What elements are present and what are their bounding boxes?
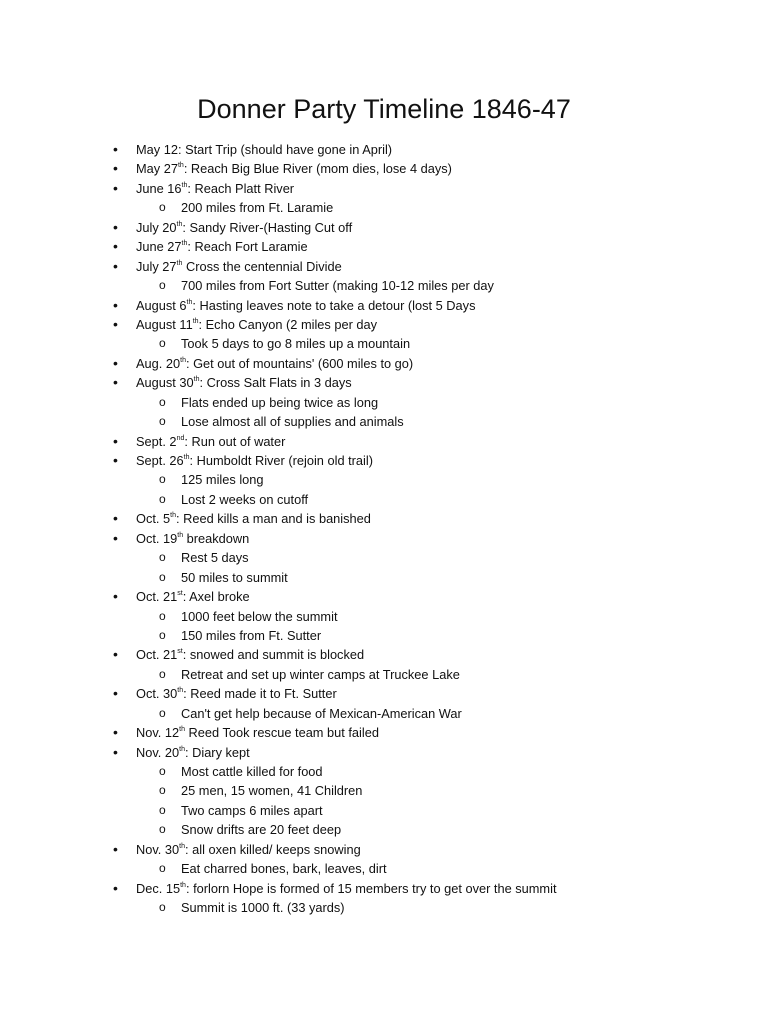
ordinal-suffix: th (181, 181, 188, 189)
entry-text (181, 762, 323, 781)
ordinal-suffix: th (180, 881, 186, 889)
entry-text-main: 50 miles to summit (181, 569, 288, 585)
entry-text (136, 723, 379, 742)
entry-text (181, 704, 462, 723)
entry-text-main: Snow drifts are 20 feet deep (181, 822, 342, 838)
entry-text-rest: : Humboldt River (rejoin old trail) (189, 453, 373, 468)
ordinal-suffix: th (176, 220, 183, 228)
entry-text-rest: : Axel broke (182, 589, 250, 605)
entry-text-rest: Cross the centennial Divide (182, 258, 342, 274)
entry-text-main: Flats ended up being twice as long (181, 394, 379, 410)
entry-text-rest: : Cross Salt Flats in 3 days (199, 375, 352, 391)
hollow-circle-bullet-icon: o (159, 550, 166, 565)
entry-text-main: 125 miles long (181, 472, 264, 488)
entry-text-rest: breakdown (183, 530, 250, 546)
filled-bullet-icon: • (113, 354, 118, 371)
filled-bullet-icon: • (113, 296, 118, 313)
hollow-circle-bullet-icon: o (159, 705, 166, 720)
filled-bullet-icon: • (113, 452, 118, 468)
entry-text-rest: : Diary kept (185, 744, 250, 760)
entry-text-main: June 16 (136, 180, 182, 196)
entry-text-main: Sept. 26 (136, 453, 184, 468)
entry-text-rest: : snowed and summit is blocked (182, 647, 365, 663)
ordinal-suffix: th (177, 687, 184, 695)
ordinal-suffix: nd (176, 434, 185, 442)
entry-text-rest: : Reach Platt River (187, 180, 295, 196)
entry-text (181, 490, 308, 509)
entry-text (181, 898, 345, 917)
hollow-circle-bullet-icon: o (159, 822, 166, 837)
hollow-circle-bullet-icon: o (159, 666, 166, 681)
hollow-circle-bullet-icon: o (159, 608, 166, 623)
entry-text-main: Retreat and set up winter camps at Truckee Lake (181, 666, 460, 682)
ordinal-suffix: th (181, 240, 188, 248)
filled-bullet-icon: • (113, 141, 118, 157)
filled-bullet-icon: • (113, 840, 118, 857)
entry-text-main: Aug. 20 (136, 355, 181, 371)
entry-text (181, 412, 404, 431)
entry-text-main: 25 men, 15 women, 41 Children (181, 783, 363, 799)
entry-text-rest: : all oxen killed/ keeps snowing (185, 841, 361, 857)
hollow-circle-bullet-icon: o (159, 394, 166, 409)
entry-text (181, 568, 288, 587)
ordinal-suffix: th (177, 531, 184, 539)
entry-text-main: 700 miles from Fort Sutter (making 10-12 miles per day (181, 278, 494, 294)
hollow-circle-bullet-icon: o (159, 569, 166, 584)
entry-text-main: 1000 feet below the summit (181, 608, 338, 624)
entry-text-main: Lose almost all of supplies and animals (181, 414, 404, 430)
entry-text-rest: : forlorn Hope is formed of 15 members try to get over the summit (185, 880, 557, 896)
entry-text (136, 587, 250, 606)
ordinal-suffix: th (179, 726, 185, 734)
entry-text (136, 315, 377, 334)
hollow-circle-bullet-icon: o (159, 861, 166, 876)
hollow-circle-bullet-icon: o (159, 472, 166, 487)
entry-text (181, 548, 249, 567)
entry-text-main: May 27 (136, 161, 178, 177)
entry-text-main: July 27 (136, 258, 177, 274)
entry-text-main: Nov. 12 (136, 725, 180, 741)
ordinal-suffix: th (176, 259, 183, 267)
ordinal-suffix: st (177, 590, 183, 598)
entry-text-rest: : Reach Fort Laramie (187, 239, 308, 255)
ordinal-suffix: th (192, 317, 199, 325)
ordinal-suffix: th (177, 162, 184, 170)
entry-text-main: August 6 (136, 297, 187, 313)
entry-text-main: Lost 2 weeks on cutoff (181, 491, 309, 507)
filled-bullet-icon: • (113, 685, 118, 702)
ordinal-suffix: th (170, 512, 176, 520)
entry-text-main: Oct. 30 (136, 686, 178, 702)
entry-text-rest: : Get out of mountains' (600 miles to go) (185, 355, 414, 371)
entry-text (136, 159, 452, 178)
entry-text (136, 140, 392, 159)
entry-text-rest: : Run out of water (184, 433, 286, 449)
entry-text (136, 373, 352, 392)
entry-text (136, 218, 352, 237)
entry-text-main: Dec. 15 (136, 880, 181, 896)
hollow-circle-bullet-icon: o (159, 764, 166, 778)
entry-text-main: Oct. 19 (136, 530, 178, 546)
entry-text-main: July 20 (136, 219, 177, 235)
entry-text-main: 150 miles from Ft. Sutter (181, 627, 322, 643)
hollow-circle-bullet-icon: o (159, 278, 166, 293)
filled-bullet-icon: • (113, 879, 118, 896)
ordinal-suffix: st (177, 648, 183, 656)
hollow-circle-bullet-icon: o (159, 336, 166, 351)
ordinal-suffix: th (183, 454, 190, 461)
filled-bullet-icon: • (113, 257, 118, 274)
entry-text (181, 820, 341, 839)
entry-text-main: Oct. 21 (136, 589, 178, 605)
entry-text (181, 626, 321, 645)
entry-text (136, 237, 308, 256)
hollow-circle-bullet-icon: o (159, 627, 166, 642)
entry-text (181, 781, 362, 800)
entry-text (136, 529, 249, 548)
entry-text (136, 645, 364, 664)
entry-text (181, 859, 387, 878)
entry-text (136, 879, 557, 898)
entry-text (181, 470, 264, 489)
entry-text (181, 393, 378, 412)
entry-text-main: June 27 (136, 239, 182, 255)
entry-text-rest: : Echo Canyon (2 miles per day (198, 316, 378, 332)
entry-text-main: May 12: Start Trip (should have gone in April) (136, 142, 393, 157)
entry-text-main: Can't get help because of Mexican-American War (181, 705, 462, 721)
hollow-circle-bullet-icon: o (159, 200, 166, 215)
entry-text (181, 198, 333, 217)
filled-bullet-icon: • (113, 510, 118, 527)
filled-bullet-icon: • (113, 646, 118, 663)
entry-text-rest: : Reed made it to Ft. Sutter (183, 686, 337, 702)
entry-text-main: Nov. 20 (136, 744, 180, 760)
ordinal-suffix: th (180, 356, 186, 364)
hollow-circle-bullet-icon: o (159, 783, 166, 798)
entry-text-main: Sept. 2 (136, 433, 177, 449)
entry-text (181, 665, 460, 684)
entry-text-rest: : Reed kills a man and is banished (175, 511, 371, 527)
entry-text (181, 607, 338, 626)
entry-text (136, 179, 294, 198)
entry-text-main: August 11 (136, 316, 193, 332)
filled-bullet-icon: • (113, 374, 118, 391)
filled-bullet-icon: • (113, 315, 118, 332)
entry-text-rest: : Hasting leaves note to take a detour (lost 5 Days (192, 297, 476, 313)
entry-text (136, 451, 373, 470)
entry-text-main: Nov. 30 (136, 841, 180, 857)
entry-text-main: Oct. 5 (136, 511, 171, 527)
entry-text (136, 684, 337, 703)
entry-text-rest: : Reach Big Blue River (mom dies, lose 4 days) (183, 161, 452, 177)
hollow-circle-bullet-icon: o (159, 414, 166, 429)
filled-bullet-icon: • (113, 179, 118, 196)
entry-text-main: Rest 5 days (181, 550, 249, 566)
entry-text (136, 743, 250, 762)
filled-bullet-icon: • (113, 218, 118, 235)
entry-text-main: Summit is 1000 ft. (33 yards) (181, 900, 345, 916)
entry-text (136, 432, 285, 451)
filled-bullet-icon: • (113, 588, 118, 605)
entry-text (181, 801, 323, 820)
entry-text-main: 200 miles from Ft. Laramie (181, 200, 334, 216)
ordinal-suffix: th (186, 298, 193, 306)
entry-text (136, 509, 371, 528)
filled-bullet-icon: • (113, 529, 118, 546)
filled-bullet-icon: • (113, 743, 118, 760)
hollow-circle-bullet-icon: o (159, 802, 166, 817)
entry-text (136, 354, 413, 373)
entry-text (136, 257, 342, 276)
entry-text-main: Oct. 21 (136, 647, 178, 663)
entry-text-main: Most cattle killed for food (181, 764, 323, 779)
hollow-circle-bullet-icon: o (159, 900, 166, 915)
filled-bullet-icon: • (113, 724, 118, 741)
entry-text-rest: Reed Took rescue team but failed (185, 725, 379, 741)
entry-text-rest: : Sandy River-(Hasting Cut off (182, 219, 353, 235)
ordinal-suffix: th (179, 745, 185, 753)
ordinal-suffix: th (193, 376, 200, 384)
ordinal-suffix: th (179, 842, 185, 850)
entry-text (136, 296, 475, 315)
entry-text (181, 276, 494, 295)
entry-text-main: Took 5 days to go 8 miles up a mountain (181, 336, 411, 352)
filled-bullet-icon: • (113, 432, 118, 449)
document-title: Donner Party Timeline 1846-47 (197, 94, 571, 124)
entry-text-main: Two camps 6 miles apart (181, 802, 323, 818)
entry-text-main: Eat charred bones, bark, leaves, dirt (181, 861, 387, 877)
hollow-circle-bullet-icon: o (159, 491, 166, 506)
entry-text-main: August 30 (136, 375, 194, 391)
entry-text (181, 334, 410, 353)
filled-bullet-icon: • (113, 160, 118, 177)
entry-text (136, 840, 361, 859)
filled-bullet-icon: • (113, 238, 118, 255)
